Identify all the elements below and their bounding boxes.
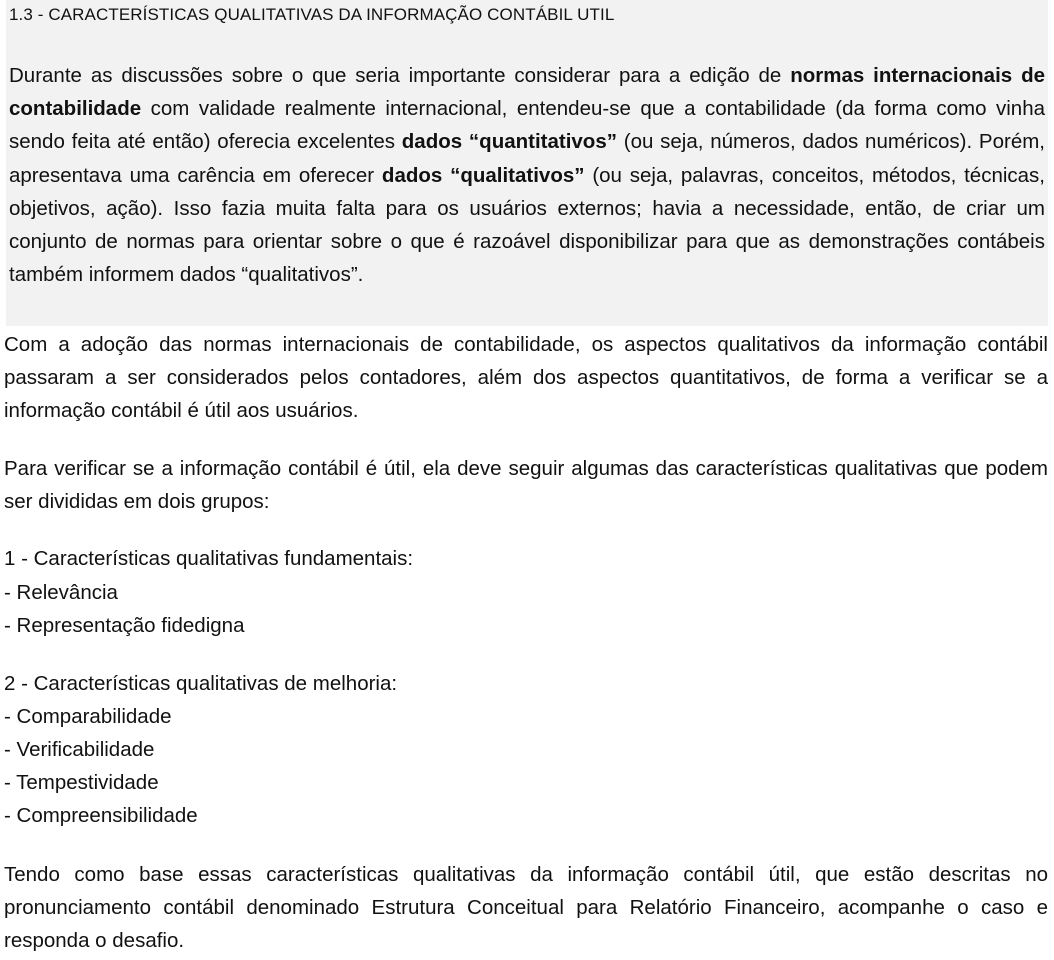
intro-bold-quantitativos: dados “quantitativos”: [401, 130, 617, 154]
intro-bold-qualitativos: dados “qualitativos”: [381, 163, 585, 187]
group2-title: 2 - Características qualitativas de melhoria:: [4, 672, 398, 695]
intro-bold-normas: normas internacionais de contabilidade: [9, 64, 1045, 121]
intro-text-4: (ou seja, palavras, conceitos, métodos, técnicas, objetivos, ação). Isso fazia muita falta para os usuários externos; havia a necessidade, então, de criar um conjunto de normas para orientar sobre o que é razoável disponibilizar para que as demonstrações contábeis também informem dados “qualitativos”.: [9, 163, 1045, 287]
list-item: - Compreensibilidade: [4, 804, 198, 827]
list-item: - Verificabilidade: [4, 738, 155, 761]
group1-title: 1 - Características qualitativas fundamentais:: [4, 547, 414, 570]
intro-text-1: Durante as discussões sobre o que seria importante considerar para a edição de: [9, 64, 791, 87]
intro-paragraph: [9, 59, 1045, 291]
verify-paragraph: Para verificar se a informação contábil é útil, ela deve seguir algumas das características qualitativas que podem ser divididas em dois grupos:: [4, 457, 1048, 513]
adoption-paragraph: Com a adoção das normas internacionais de contabilidade, os aspectos qualitativos da informação contábil passaram a ser considerados pelos contadores, além dos aspectos quantitativos, de forma a verificar se a informação contábil é útil aos usuários.: [4, 333, 1048, 422]
intro-text-3: (ou seja, números, dados numéricos). Porém, apresentava uma carência em oferecer: [9, 130, 1045, 187]
intro-text-2: com validade realmente internacional, entendeu-se que a contabilidade (da forma como vinha sendo feita até então) oferecia excelentes: [9, 97, 1045, 154]
list-item: - Representação fidedigna: [4, 614, 245, 637]
section-heading: 1.3 - CARACTERÍSTICAS QUALITATIVAS DA INFORMAÇÃO CONTÁBIL UTIL: [9, 5, 615, 24]
list-item: - Tempestividade: [4, 771, 159, 794]
list-item: - Comparabilidade: [4, 705, 172, 728]
final-paragraph: Tendo como base essas características qualitativas da informação contábil útil, que estão descritas no pronunciamento contábil denominado Estrutura Conceitual para Relatório Financeiro, acompanhe o caso e responda o desafio.: [4, 863, 1048, 952]
list-item: - Relevância: [4, 581, 118, 604]
